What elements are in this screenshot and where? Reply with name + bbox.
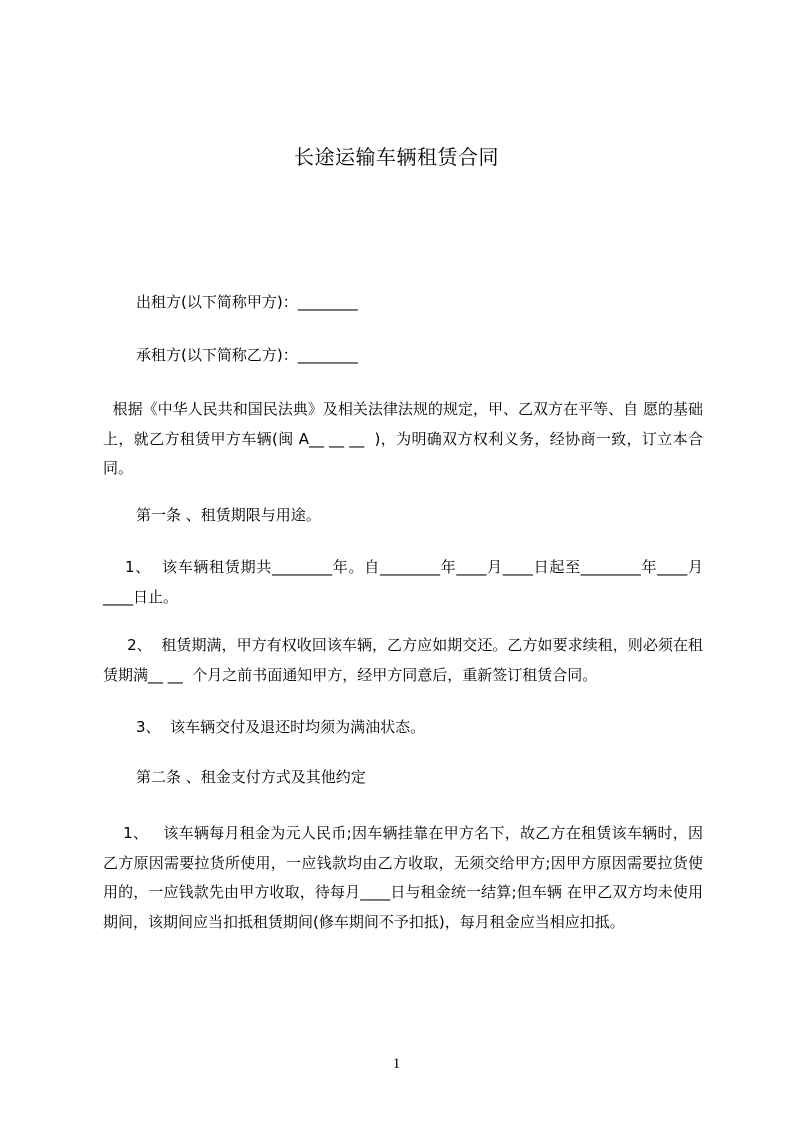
page-number: 1 xyxy=(392,1056,401,1072)
article2-heading: 第二条 、租金支付方式及其他约定 xyxy=(136,768,366,786)
preamble-paragraph: 根据《中华人民共和国民法典》及相关法律法规的规定，甲、乙双方在平等、自 愿的基础上，就乙方租赁甲方车辆(闽 A__ __ __ )，为明确双方权利义务，经协商一致，订立本合同。 xyxy=(103,400,703,477)
document-title: 长途运输车辆租赁合同 xyxy=(294,145,499,169)
article1-item3: 3、 该车辆交付及退还时均须为满油状态。 xyxy=(136,718,426,736)
article1-item2: 2、 租赁期满，甲方有权收回该车辆，乙方应如期交还。乙方如要求续租，则必须在租赁期满__ __ 个月之前书面通知甲方，经甲方同意后，重新签订租赁合同。 xyxy=(103,636,703,684)
article1-item1: 1、 该车辆租赁期共________年。自________年____月____日起至________年____月____日止。 xyxy=(103,558,703,606)
lessee-line: 承租方(以下简称乙方)：________ xyxy=(136,346,358,364)
article2-item1: 1、 该车辆每月租金为元人民币;因车辆挂靠在甲方名下，故乙方在租赁该车辆时，因乙方原因需要拉货所使用，一应钱款均由乙方收取，无须交给甲方;因甲方原因需要拉货使用的，一应钱款先由甲方收取，待每月____日与租金统一结算;但车辆 在甲乙双方均未使用期间，该期间应当扣抵租赁期间(修车期间不予扣抵)，每月租金应当相应扣抵。 xyxy=(103,824,704,931)
lessor-line: 出租方(以下简称甲方)：________ xyxy=(136,293,358,311)
article1-heading: 第一条 、租赁期限与用途。 xyxy=(136,506,321,524)
